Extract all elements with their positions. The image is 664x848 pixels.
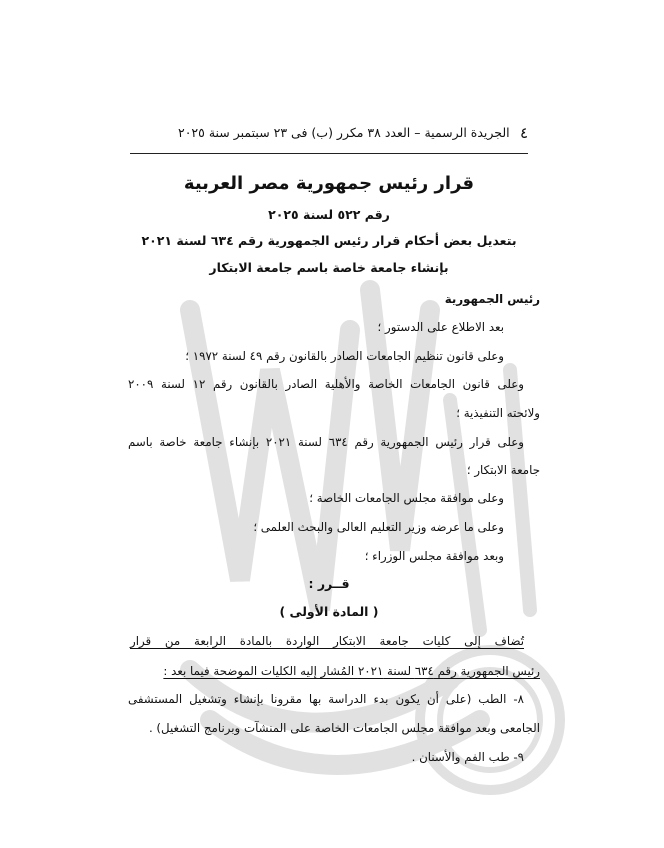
article-body-line: ٩- طب الفم والأسنان . bbox=[411, 750, 524, 764]
preamble-line: وبعد موافقة مجلس الوزراء ؛ bbox=[364, 549, 504, 563]
article-body-line: رئيس الجمهورية رقم ٦٣٤ لسنة ٢٠٢١ المُشار إليه الكليات الموضحة فيما بعد : bbox=[163, 664, 540, 678]
gazette-header bbox=[130, 124, 528, 144]
preamble-line: ولائحته التنفيذية ؛ bbox=[456, 406, 540, 420]
preamble-line: وعلى قرار رئيس الجمهورية رقم ٦٣٤ لسنة ٢٠٢١ بإنشاء جامعة خاصة باسم bbox=[128, 435, 524, 449]
article-one-heading: ( المادة الأولى ) bbox=[279, 604, 379, 619]
page-number: ٤ bbox=[519, 124, 528, 142]
preamble-line: وعلى موافقة مجلس الجامعات الخاصة ؛ bbox=[309, 491, 504, 505]
decided-heading: قــرر : bbox=[308, 576, 350, 591]
header-divider bbox=[130, 153, 528, 154]
decree-subject-line-2: بإنشاء جامعة خاصة باسم جامعة الابتكار bbox=[209, 260, 449, 275]
preamble-line: وعلى قانون الجامعات الخاصة والأهلية الصادر بالقانون رقم ١٢ لسنة ٢٠٠٩ bbox=[128, 377, 524, 391]
article-body-line: الجامعى وبعد موافقة مجلس الجامعات الخاصة على المنشآت وبرنامج التشغيل) . bbox=[148, 721, 540, 735]
preamble-line: بعد الاطلاع على الدستور ؛ bbox=[377, 320, 504, 334]
decree-title: قرار رئيس جمهورية مصر العربية bbox=[183, 173, 475, 194]
gazette-issue-line: الجريدة الرسمية – العدد ٣٨ مكرر (ب) فى ٢٣ سبتمبر سنة ٢٠٢٥ bbox=[178, 125, 510, 140]
preamble-line: وعلى قانون تنظيم الجامعات الصادر بالقانون رقم ٤٩ لسنة ١٩٧٢ ؛ bbox=[185, 349, 504, 363]
decree-subject-line-1: بتعديل بعض أحكام قرار رئيس الجمهورية رقم ٦٣٤ لسنة ٢٠٢١ bbox=[141, 233, 517, 248]
issuer-heading: رئيس الجمهورية bbox=[444, 292, 540, 306]
decree-number: رقم ٥٢٢ لسنة ٢٠٢٥ bbox=[268, 207, 390, 222]
preamble-line: جامعة الابتكار ؛ bbox=[466, 463, 540, 477]
article-body-line: ٨- الطب (على أن يكون بدء الدراسة بها مقرونا بإنشاء وتشغيل المستشفى bbox=[128, 692, 524, 706]
article-body-line: تُضاف إلى كليات جامعة الابتكار الواردة بالمادة الرابعة من قرار bbox=[130, 634, 524, 648]
preamble-line: وعلى ما عرضه وزير التعليم العالى والبحث العلمى ؛ bbox=[253, 520, 504, 534]
